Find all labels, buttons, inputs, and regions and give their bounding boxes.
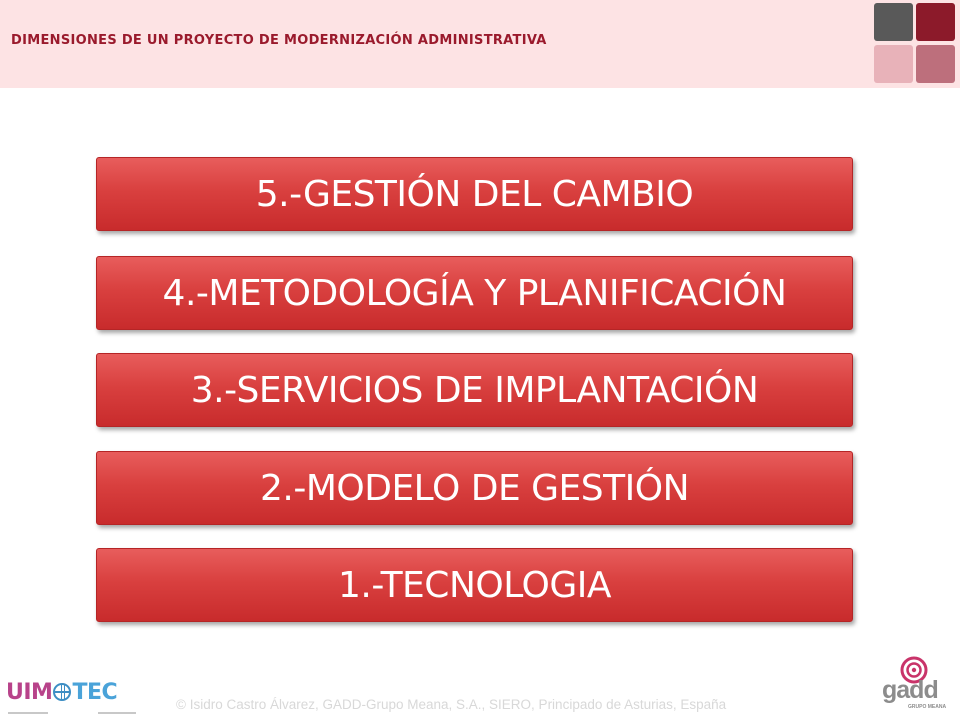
dimension-box-1 [96, 548, 853, 622]
dimension-box-5 [96, 157, 853, 231]
square-rose [916, 45, 955, 83]
square-light-pink [874, 45, 913, 83]
dimension-label: 2.-MODELO DE GESTIÓN [259, 467, 690, 509]
header-band [0, 0, 960, 88]
copyright-text: © Isidro Castro Álvarez, GADD-Grupo Meana, S.A., SIERO, Principado de Asturias, España [176, 697, 727, 712]
gadd-logo [880, 656, 950, 716]
logo-text-uim: UIM [6, 680, 53, 705]
dimension-label: 3.-SERVICIOS DE IMPLANTACIÓN [190, 369, 759, 411]
dimension-label: 1.-TECNOLOGIA [338, 564, 611, 606]
slide-title: DIMENSIONES DE UN PROYECTO DE MODERNIZACIÓN ADMINISTRATIVA [11, 33, 547, 48]
logo-underline [8, 712, 48, 714]
dimension-label: 5.-GESTIÓN DEL CAMBIO [255, 173, 694, 215]
dimension-box-4 [96, 256, 853, 330]
logo-underline [98, 712, 136, 714]
dimension-box-2 [96, 451, 853, 525]
logo-text-gadd: gadd [882, 676, 938, 704]
uimtec-logo [6, 680, 136, 720]
logo-text-tec: TEC [72, 680, 118, 705]
dimension-box-3 [96, 353, 853, 427]
square-dark-gray [874, 3, 913, 41]
square-dark-red [916, 3, 955, 41]
decorative-squares [874, 3, 958, 85]
globe-icon [53, 683, 71, 701]
logo-subtext: GRUPO MEANA [908, 704, 947, 710]
dimension-label: 4.-METODOLOGÍA Y PLANIFICACIÓN [162, 272, 787, 314]
